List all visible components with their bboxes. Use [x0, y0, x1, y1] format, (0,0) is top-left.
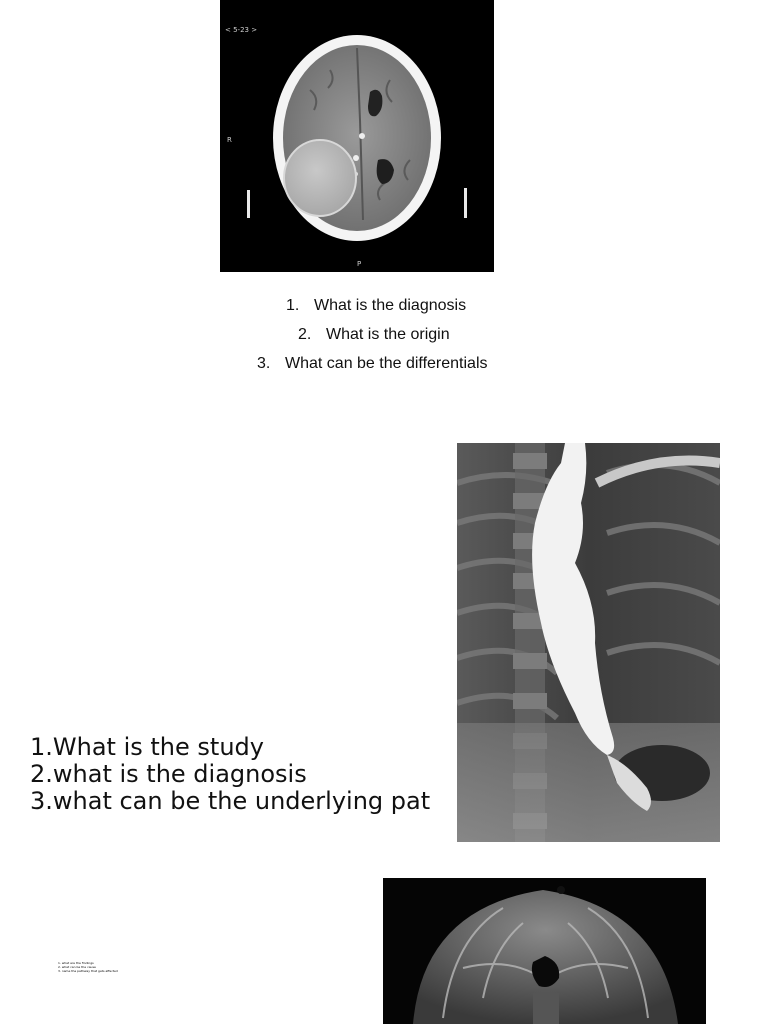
mri-neck-image — [383, 878, 706, 1024]
question-2-1: 1.What is the study — [30, 734, 264, 761]
right-marker: R — [227, 136, 232, 144]
question-1-2: 2. What is the origin — [298, 326, 450, 343]
posterior-marker: P — [357, 260, 362, 268]
question-3-2: 2. what can be the cause — [58, 965, 96, 969]
question-1-3: 3. What can be the differentials — [257, 355, 488, 372]
question-3-3: 3. name the pathway that gets affected — [58, 969, 118, 973]
ct-brain-image — [220, 0, 494, 272]
series-label: < 5-23 > — [225, 26, 258, 34]
barium-esophagram-image — [457, 443, 720, 842]
question-2-3: 3.what can be the underlying pat — [30, 787, 431, 815]
question-1-1: 1. What is the diagnosis — [286, 297, 467, 314]
question-list-3-tiny — [58, 961, 118, 973]
question-2-2: 2.what is the diagnosis — [30, 760, 307, 788]
question-list-2 — [30, 734, 457, 815]
question-3-1: 1. what are the findings — [58, 961, 94, 965]
